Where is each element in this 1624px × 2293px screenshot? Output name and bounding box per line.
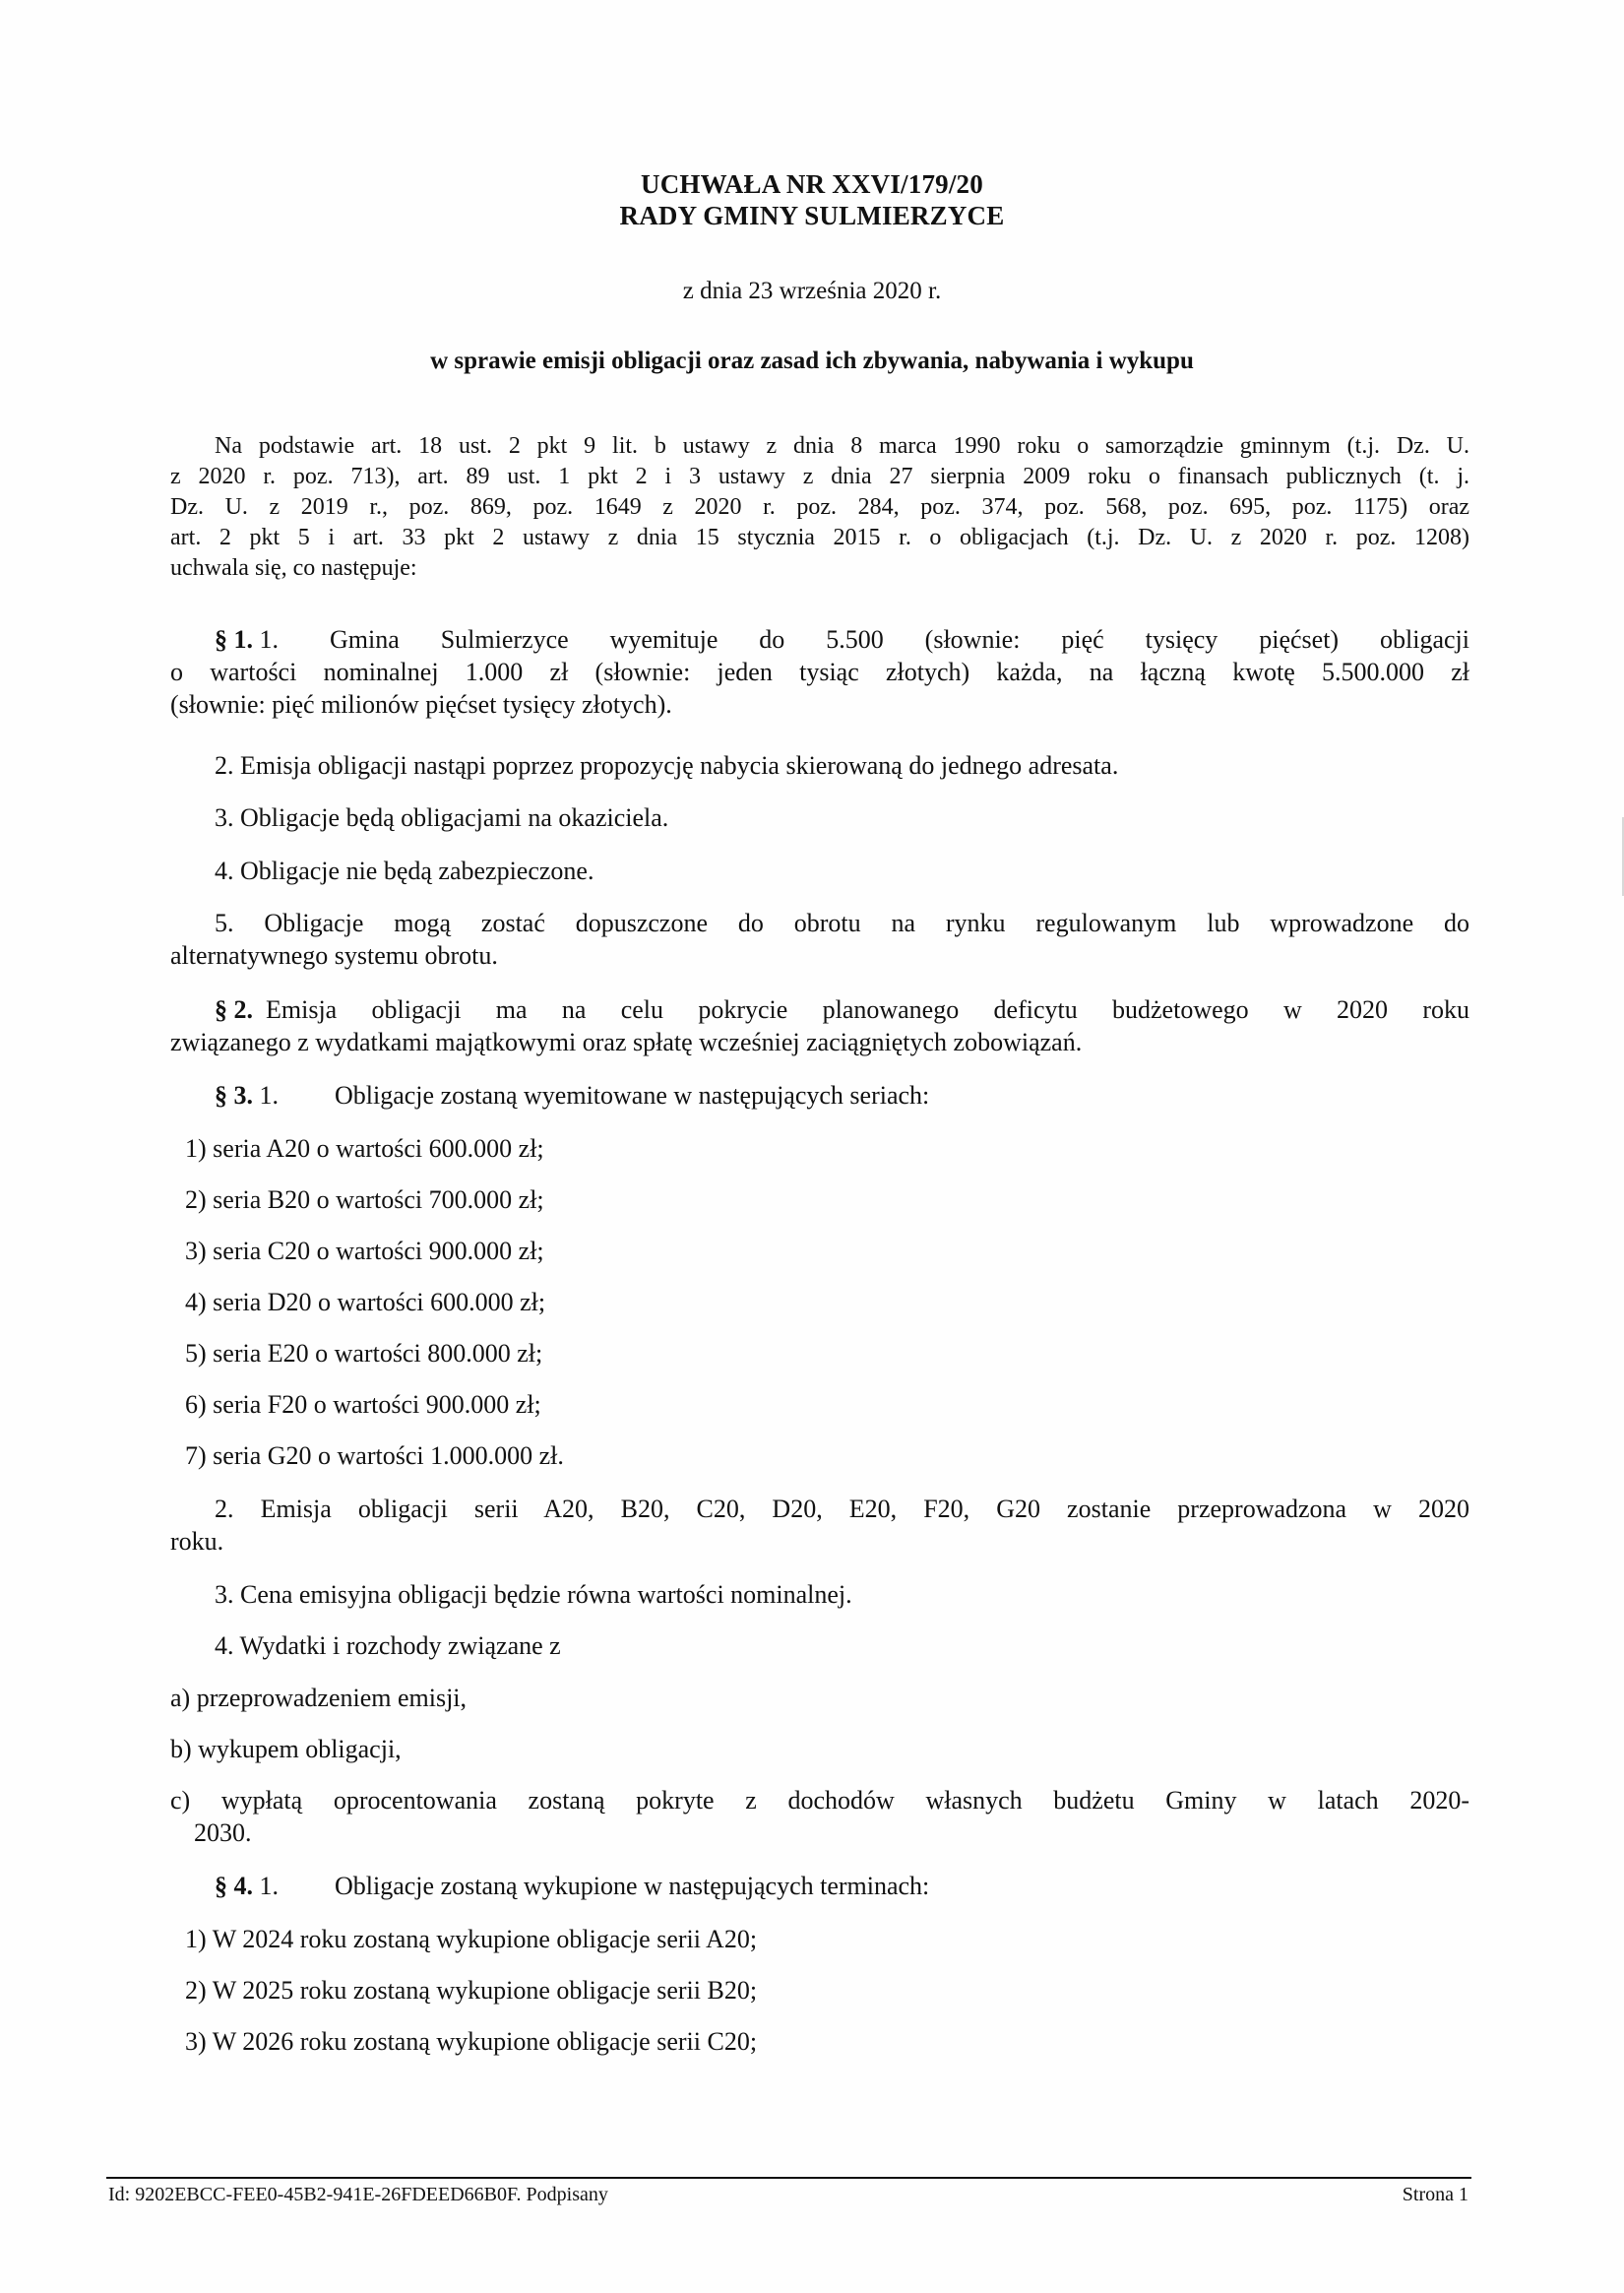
redemption-item: 3) W 2026 roku zostaną wykupione obligacje serii C20; <box>185 2027 758 2056</box>
section-3-item-a: a) przeprowadzeniem emisji, <box>170 1684 468 1712</box>
paragraph-number: 1. <box>259 625 279 654</box>
series-item: 3) seria C20 o wartości 900.000 zł; <box>185 1237 544 1265</box>
council-name: RADY GMINY SULMIERZYCE <box>619 201 1005 230</box>
redemption-item: 1) W 2024 roku zostaną wykupione obligacje serii A20; <box>185 1925 758 1953</box>
section-mark: § 2. <box>215 995 253 1024</box>
preamble-line: Dz. U. z 2019 r., poz. 869, poz. 1649 z 2020 r. poz. 284, poz. 374, poz. 568, poz. 695, poz. 1175) oraz <box>170 494 1469 520</box>
section-mark: § 3. <box>215 1081 253 1110</box>
redemption-item: 2) W 2025 roku zostaną wykupione obligacje serii B20; <box>185 1976 758 2005</box>
section-3-item-c-line: c) wypłatą oprocentowania zostaną pokryte z dochodów własnych budżetu Gminy w latach 2020- <box>170 1786 1469 1815</box>
series-item: 2) seria B20 o wartości 700.000 zł; <box>185 1185 544 1214</box>
section-1-p1-line: Gmina Sulmierzyce wyemituje do 5.500 (słownie: pięć tysięcy pięćset) obligacji <box>330 625 1469 654</box>
page-number: Strona 1 <box>1402 2184 1468 2205</box>
section-3-p2-line: 2. Emisja obligacji serii A20, B20, C20, D20, E20, F20, G20 zostanie przeprowadzona w 2020 <box>215 1495 1469 1523</box>
section-2-line: Emisja obligacji ma na celu pokrycie planowanego deficytu budżetowego w 2020 roku <box>266 995 1469 1024</box>
section-1-p2: 2. Emisja obligacji nastąpi poprzez propozycję nabycia skierowaną do jednego adresata. <box>215 751 1119 780</box>
section-2-line: związanego z wydatkami majątkowymi oraz spłatę wcześniej zaciągniętych zobowiązań. <box>170 1028 1083 1056</box>
series-item: 5) seria E20 o wartości 800.000 zł; <box>185 1339 543 1368</box>
series-item: 1) seria A20 o wartości 600.000 zł; <box>185 1134 544 1163</box>
section-mark: § 1. <box>215 625 253 654</box>
series-item: 6) seria F20 o wartości 900.000 zł; <box>185 1390 541 1419</box>
section-3-p4: 4. Wydatki i rozchody związane z <box>215 1631 561 1660</box>
resolution-subject: w sprawie emisji obligacji oraz zasad ich zbywania, nabywania i wykupu <box>430 348 1194 374</box>
section-1-heading <box>215 625 279 655</box>
preamble-line: Na podstawie art. 18 ust. 2 pkt 9 lit. b ustawy z dnia 8 marca 1990 roku o samorządzie gminnym (t.j. Dz. U. <box>215 433 1469 459</box>
resolution-number: UCHWAŁA NR XXVI/179/20 <box>641 169 983 199</box>
section-3-p2-line: roku. <box>170 1527 224 1556</box>
section-3-item-b: b) wykupem obligacji, <box>170 1735 402 1763</box>
preamble-line: z 2020 r. poz. 713), art. 89 ust. 1 pkt 2 i 3 ustawy z dnia 27 sierpnia 2009 roku o finansach publicznych (t. j. <box>170 464 1469 489</box>
section-1-p5-line: 5. Obligacje mogą zostać dopuszczone do obrotu na rynku regulowanym lub wprowadzone do <box>215 909 1469 937</box>
paragraph-number: 1. <box>259 1872 279 1900</box>
series-item: 7) seria G20 o wartości 1.000.000 zł. <box>185 1441 564 1470</box>
section-1-p1-line: (słownie: pięć milionów pięćset tysięcy złotych). <box>170 690 672 719</box>
section-3-heading <box>215 1081 279 1111</box>
preamble-line: art. 2 pkt 5 i art. 33 pkt 2 ustawy z dnia 15 stycznia 2015 r. o obligacjach (t.j. Dz. U. z 2020 r. poz. 1208) <box>170 525 1469 550</box>
series-item: 4) seria D20 o wartości 600.000 zł; <box>185 1288 546 1316</box>
footer-divider <box>106 2177 1471 2179</box>
section-4-heading <box>215 1872 279 1901</box>
section-3-item-c-line: 2030. <box>194 1818 252 1847</box>
section-1-p1-line: o wartości nominalnej 1.000 zł (słownie: jeden tysiąc złotych) każda, na łączną kwotę 5.500.000 zł <box>170 658 1469 686</box>
section-1-p4: 4. Obligacje nie będą zabezpieczone. <box>215 857 594 885</box>
paragraph-number: 1. <box>259 1081 279 1110</box>
section-3-p3: 3. Cena emisyjna obligacji będzie równa wartości nominalnej. <box>215 1580 852 1609</box>
preamble-line: uchwala się, co następuje: <box>170 555 417 581</box>
resolution-date: z dnia 23 września 2020 r. <box>682 278 942 304</box>
section-1-p3: 3. Obligacje będą obligacjami na okaziciela. <box>215 803 669 832</box>
section-1-p5-line: alternatywnego systemu obrotu. <box>170 941 498 970</box>
section-mark: § 4. <box>215 1872 253 1900</box>
document-id: Id: 9202EBCC-FEE0-45B2-941E-26FDEED66B0F. Podpisany <box>108 2184 608 2205</box>
section-4-p1: Obligacje zostaną wykupione w następujących terminach: <box>335 1872 930 1900</box>
section-3-p1: Obligacje zostaną wyemitowane w następujących seriach: <box>335 1081 930 1110</box>
